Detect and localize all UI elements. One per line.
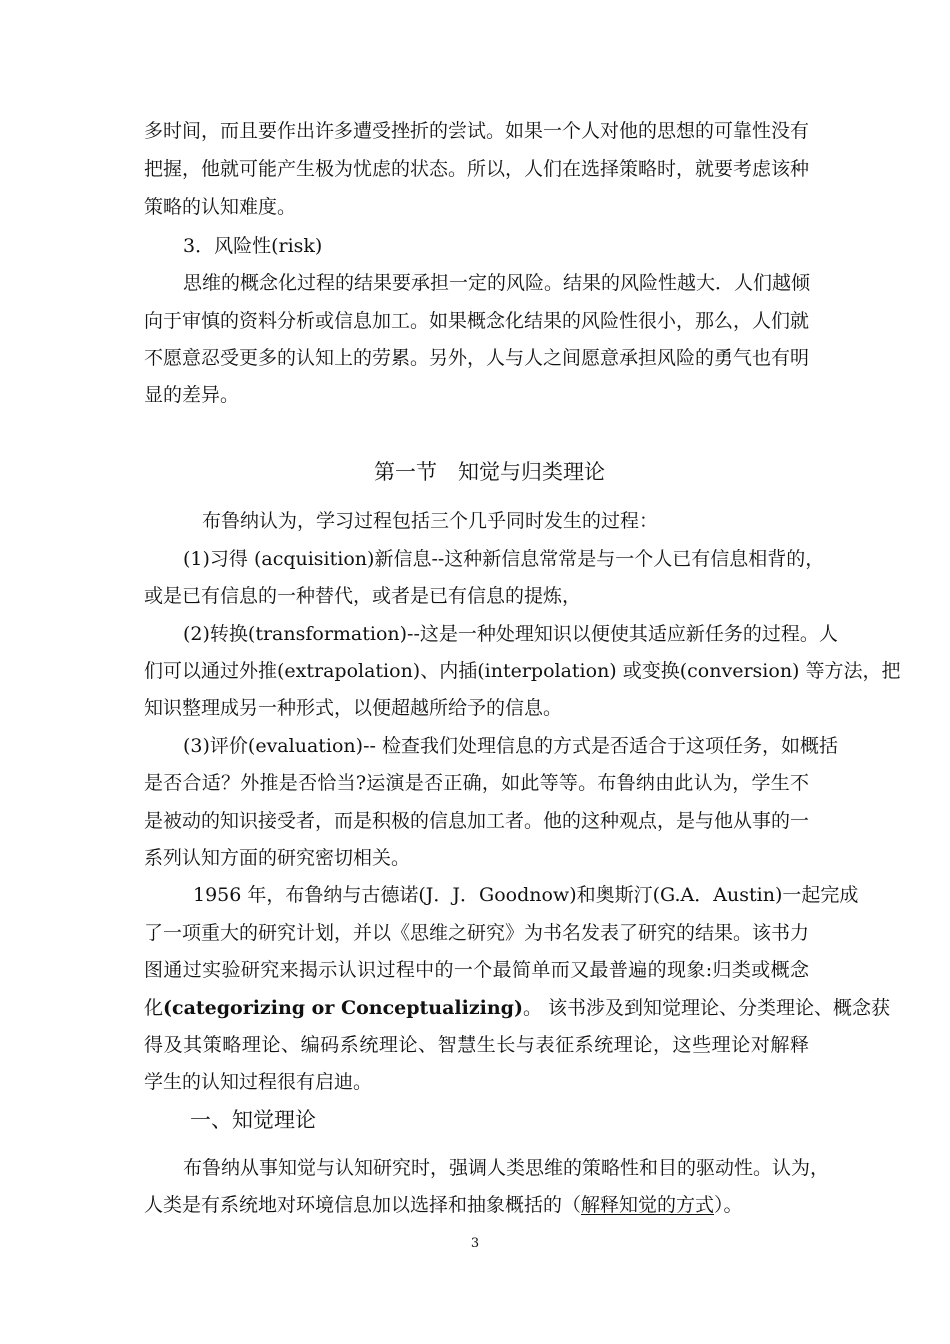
text-line: 策略的认知难度。 bbox=[144, 196, 297, 218]
underlined-term: 解释知觉的方式 bbox=[581, 1194, 715, 1216]
text-fragment: ）。 bbox=[714, 1194, 743, 1216]
risk-heading: 3．风险性(risk) bbox=[183, 235, 323, 257]
text-line: 多时间，而且要作出许多遭受挫折的尝试。如果一个人对他的思想的可靠性没有 bbox=[144, 120, 810, 142]
text-line bbox=[144, 995, 890, 1021]
page-number: 3 bbox=[470, 1236, 480, 1251]
text-line: 不愿意忍受更多的认知上的劳累。另外，人与人之间愿意承担风险的勇气也有明 bbox=[144, 347, 810, 369]
text-line: 学生的认知过程很有启迪。 bbox=[144, 1071, 373, 1093]
text-line: 向于审慎的资料分析或信息加工。如果概念化结果的风险性很小，那么，人们就 bbox=[144, 310, 810, 332]
text-fragment: 。 该书涉及到知觉理论、分类理论、概念获 bbox=[522, 997, 890, 1019]
text-line: (1)习得 (acquisition)新信息--这种新信息常常是与一个人已有信息相背的， bbox=[183, 548, 825, 570]
text-line: (3)评价(evaluation)-- 检查我们处理信息的方式是否适合于这项任务，如概括 bbox=[183, 735, 838, 757]
text-line: 显的差异。 bbox=[144, 384, 240, 406]
text-line: 是被动的知识接受者，而是积极的信息加工者。他的这种观点，是与他从事的一 bbox=[144, 810, 810, 832]
text-fragment: 化 bbox=[144, 997, 164, 1019]
text-line: 或是已有信息的一种替代，或者是已有信息的提炼， bbox=[144, 585, 582, 607]
text-line bbox=[144, 1192, 809, 1218]
text-line: 们可以通过外推(extrapolation)、内插(interpolation) 或变换(conversion) 等方法，把 bbox=[144, 660, 901, 682]
text-line: 系列认知方面的研究密切相关。 bbox=[144, 847, 411, 869]
text-fragment: 人类是有系统地对环境信息加以选择和抽象概括的（ bbox=[144, 1194, 582, 1216]
text-line: 知识整理成另一种形式，以便超越所给予的信息。 bbox=[144, 697, 563, 719]
text-line: 是否合适？外推是否恰当?运演是否正确，如此等等。布鲁纳由此认为，学生不 bbox=[144, 772, 809, 794]
text-line: 1956 年，布鲁纳与古德诺(J．J．Goodnow)和奥斯汀(G.A．Austin)一起完成 bbox=[193, 884, 859, 906]
section-title: 第一节 知觉与归类理论 bbox=[374, 460, 605, 484]
text-line: 得及其策略理论、编码系统理论、智慧生长与表征系统理论，这些理论对解释 bbox=[144, 1034, 809, 1056]
text-line: (2)转换(transformation)--这是一种处理知识以便使其适应新任务的过程。人 bbox=[183, 623, 838, 645]
text-line: 布鲁纳认为，学习过程包括三个几乎同时发生的过程： bbox=[202, 510, 659, 532]
text-line: 了一项重大的研究计划，并以《思维之研究》为书名发表了研究的结果。该书力 bbox=[144, 922, 810, 944]
text-line: 布鲁纳从事知觉与认知研究时，强调人类思维的策略性和目的驱动性。认为， bbox=[183, 1157, 830, 1179]
sub-heading: 一、知觉理论 bbox=[190, 1108, 316, 1132]
text-line: 图通过实验研究来揭示认识过程中的一个最简单而又最普遍的现象:归类或概念 bbox=[144, 959, 809, 981]
bold-term: (categorizing or Conceptualizing) bbox=[163, 997, 523, 1019]
text-line: 把握，他就可能产生极为忧虑的状态。所以，人们在选择策略时，就要考虑该种 bbox=[144, 158, 810, 180]
text-line: 思维的概念化过程的结果要承担一定的风险。结果的风险性越大．人们越倾 bbox=[183, 272, 811, 294]
